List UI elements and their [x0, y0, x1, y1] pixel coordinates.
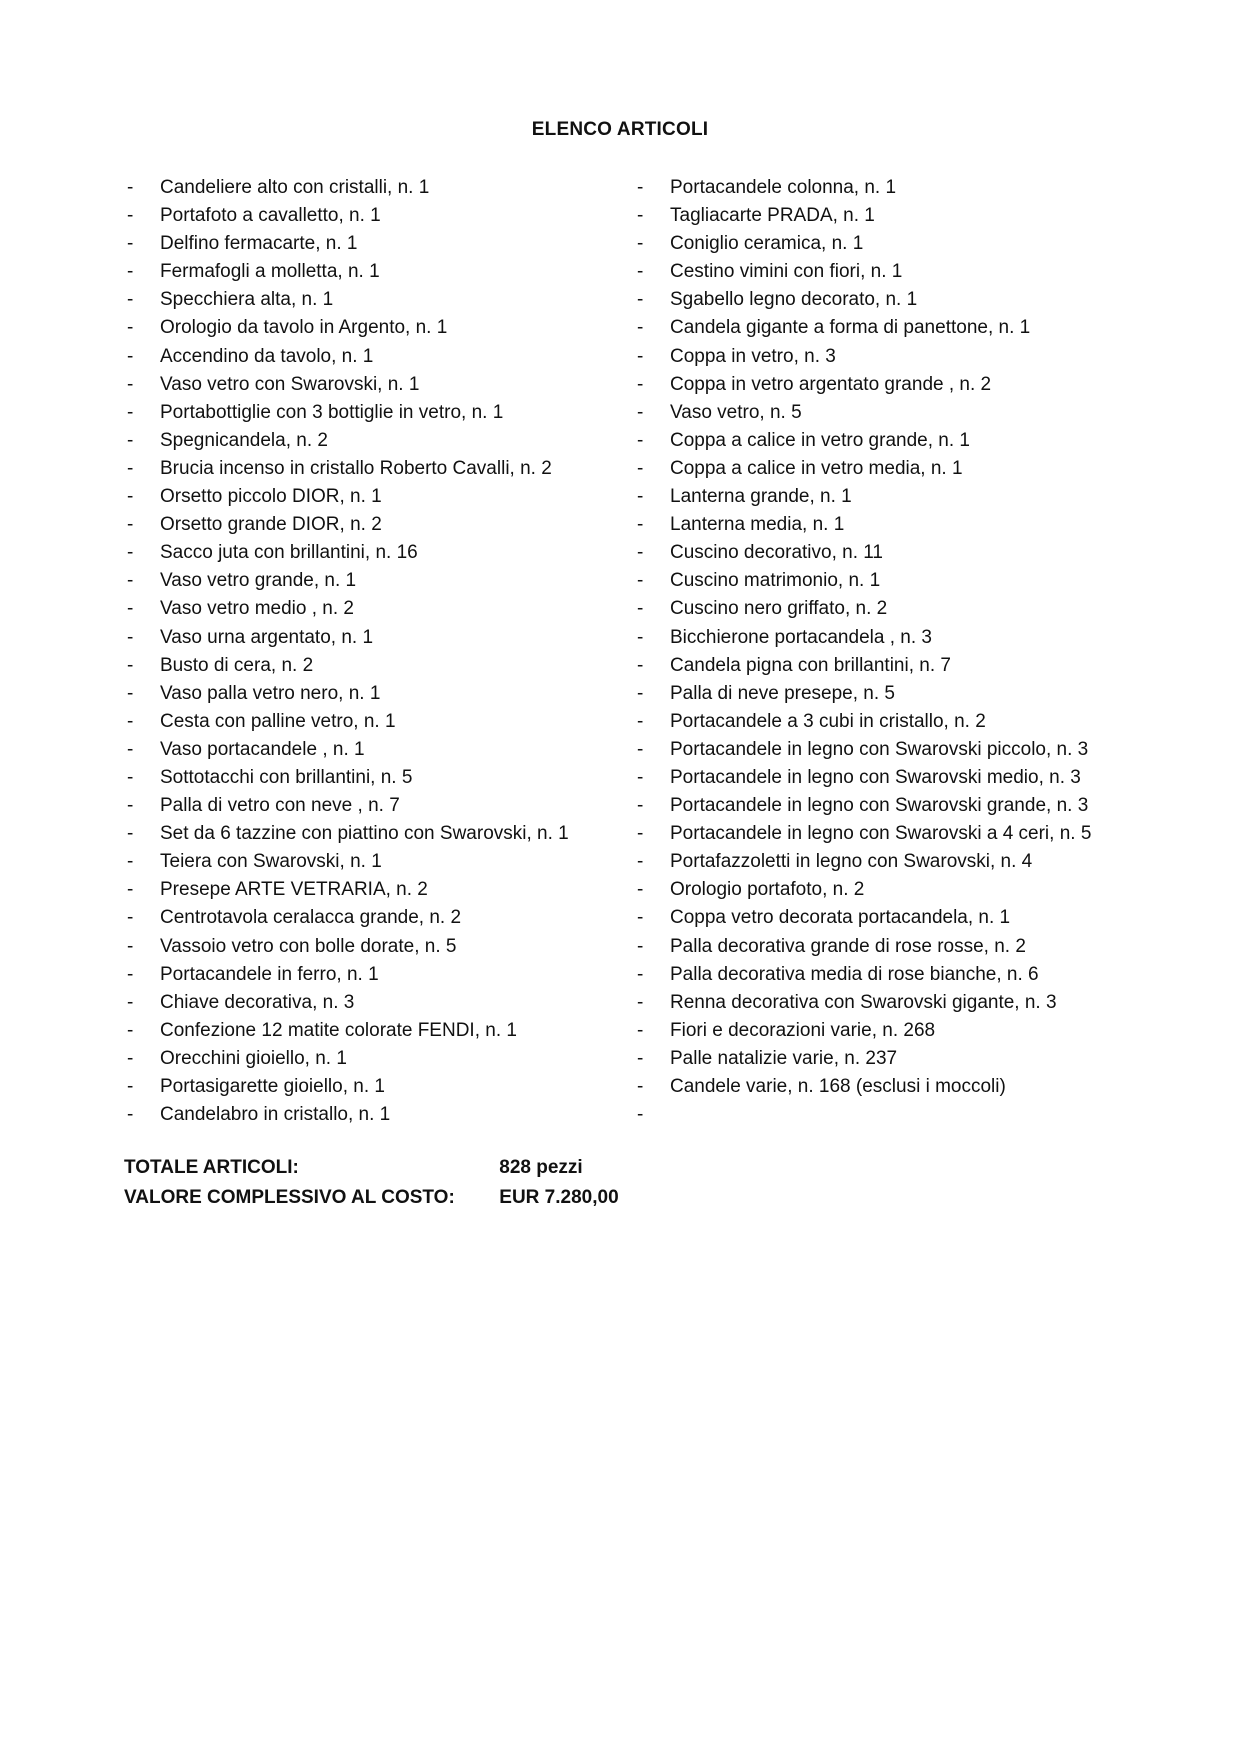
total-value-label: VALORE COMPLESSIVO AL COSTO:: [124, 1187, 455, 1208]
list-item-label: Vaso vetro, n. 5: [670, 401, 802, 423]
list-item: [637, 371, 1227, 399]
list-bullet: -: [127, 710, 134, 732]
list-item-label: Orsetto grande DIOR, n. 2: [160, 514, 382, 536]
list-item-label: Palla decorativa media di rose bianche, n. 6: [670, 963, 1039, 985]
list-item-label: Coppa in vetro argentato grande , n. 2: [670, 373, 992, 395]
list-item: [637, 708, 1227, 736]
list-bullet: -: [127, 261, 134, 283]
list-item-label: Brucia incenso in cristallo Roberto Cavalli, n. 2: [160, 457, 552, 479]
list-item: [127, 286, 627, 314]
list-item: [637, 314, 1227, 342]
total-value-row: [124, 1183, 619, 1213]
list-item: [127, 1073, 627, 1101]
list-bullet: -: [637, 935, 644, 957]
list-item-label: Sottotacchi con brillantini, n. 5: [160, 766, 413, 788]
list-bullet: -: [637, 823, 644, 845]
list-item: [637, 1101, 1227, 1129]
list-bullet: -: [127, 457, 134, 479]
list-item: [127, 736, 627, 764]
list-item: [637, 343, 1227, 371]
list-item: [637, 427, 1227, 455]
list-item-label: Candeliere alto con cristalli, n. 1: [160, 177, 430, 198]
list-item-label: Portacandele in legno con Swarovski a 4 ceri, n. 5: [670, 823, 1092, 845]
list-item-label: Lanterna grande, n. 1: [670, 486, 852, 508]
list-item-label: Renna decorativa con Swarovski gigante, n. 3: [670, 991, 1057, 1013]
list-item-label: Candele varie, n. 168 (esclusi i moccoli): [670, 1076, 1006, 1097]
list-bullet: -: [637, 1047, 644, 1069]
list-item: [127, 174, 627, 202]
list-item: [637, 174, 1227, 202]
list-item-label: Cuscino matrimonio, n. 1: [670, 570, 881, 592]
list-item: [637, 455, 1227, 483]
list-bullet: -: [637, 570, 644, 592]
list-item: [637, 595, 1227, 623]
list-item-label: Portacandele in ferro, n. 1: [160, 963, 379, 985]
list-item: [127, 511, 627, 539]
list-bullet: -: [127, 795, 134, 817]
list-item-label: Portacandele in legno con Swarovski grande, n. 3: [670, 795, 1089, 817]
list-item-label: Delfino fermacarte, n. 1: [160, 233, 358, 255]
list-bullet: -: [127, 991, 134, 1013]
list-bullet: -: [127, 542, 134, 564]
list-item-label: Bicchierone portacandela , n. 3: [670, 626, 932, 648]
list-bullet: -: [637, 963, 644, 985]
list-item-label: Coppa in vetro, n. 3: [670, 345, 836, 367]
list-item-label: Vaso vetro medio , n. 2: [160, 598, 354, 620]
list-bullet: -: [127, 823, 134, 845]
list-item: [637, 792, 1227, 820]
list-item-label: Spegnicandela, n. 2: [160, 429, 328, 451]
list-bullet: -: [637, 514, 644, 536]
list-item-label: Lanterna media, n. 1: [670, 514, 845, 536]
list-bullet: -: [127, 598, 134, 620]
list-item-label: Portafazzoletti in legno con Swarovski, n. 4: [670, 851, 1033, 873]
list-item: [127, 343, 627, 371]
list-bullet: -: [127, 373, 134, 395]
list-item-label: Coppa vetro decorata portacandela, n. 1: [670, 907, 1011, 929]
list-item: [637, 904, 1227, 932]
list-item-label: Teiera con Swarovski, n. 1: [160, 851, 382, 873]
list-bullet: -: [127, 1104, 134, 1126]
list-bullet: -: [637, 233, 644, 255]
list-item-label: Cesta con palline vetro, n. 1: [160, 710, 396, 732]
page-title: ELENCO ARTICOLI: [531, 119, 709, 140]
list-item-label: Vaso vetro con Swarovski, n. 1: [160, 373, 420, 395]
list-item-label: Cuscino decorativo, n. 11: [670, 542, 883, 564]
list-item: [637, 624, 1227, 652]
list-bullet: -: [637, 795, 644, 817]
list-bullet: -: [637, 1104, 644, 1126]
list-bullet: -: [127, 879, 134, 901]
list-item-label: Sgabello legno decorato, n. 1: [670, 289, 918, 311]
list-item-label: Portacandele a 3 cubi in cristallo, n. 2: [670, 710, 986, 732]
list-bullet: -: [637, 177, 644, 198]
list-item-label: Vaso portacandele , n. 1: [160, 738, 365, 760]
list-item: [637, 1017, 1227, 1045]
list-bullet: -: [127, 963, 134, 985]
list-bullet: -: [127, 429, 134, 451]
list-bullet: -: [127, 626, 134, 648]
list-bullet: -: [637, 991, 644, 1013]
list-item: [637, 483, 1227, 511]
list-item: [127, 820, 627, 848]
list-item: [637, 202, 1227, 230]
list-item: [127, 876, 627, 904]
list-item-label: Portacandele in legno con Swarovski medio, n. 3: [670, 766, 1081, 788]
list-item-label: Specchiera alta, n. 1: [160, 289, 334, 311]
list-item-label: Sacco juta con brillantini, n. 16: [160, 542, 418, 564]
list-item: [127, 933, 627, 961]
list-item-label: Fermafogli a molletta, n. 1: [160, 261, 380, 283]
list-bullet: -: [637, 486, 644, 508]
list-bullet: -: [637, 289, 644, 311]
list-item: [127, 680, 627, 708]
list-item: [637, 567, 1227, 595]
list-item: [637, 652, 1227, 680]
list-item-label: Orologio portafoto, n. 2: [670, 879, 865, 901]
list-item-label: Portacandele colonna, n. 1: [670, 177, 897, 198]
list-bullet: -: [127, 682, 134, 704]
list-item: [637, 399, 1227, 427]
list-item: [127, 1017, 627, 1045]
list-bullet: -: [127, 907, 134, 929]
list-item: [127, 764, 627, 792]
list-item: [637, 258, 1227, 286]
list-item-label: Orecchini gioiello, n. 1: [160, 1047, 347, 1069]
list-bullet: -: [637, 1019, 644, 1041]
list-bullet: -: [127, 401, 134, 423]
list-item-label: Orologio da tavolo in Argento, n. 1: [160, 317, 448, 339]
list-bullet: -: [127, 345, 134, 367]
list-item-label: Candela pigna con brillantini, n. 7: [670, 654, 951, 676]
list-bullet: -: [127, 177, 134, 198]
list-item: [127, 652, 627, 680]
list-item-label: Portabottiglie con 3 bottiglie in vetro, n. 1: [160, 401, 504, 423]
list-bullet: -: [637, 766, 644, 788]
totals-block: [124, 1153, 619, 1213]
list-item-label: Palla decorativa grande di rose rosse, n. 2: [670, 935, 1026, 957]
list-bullet: -: [637, 205, 644, 227]
list-bullet: -: [637, 373, 644, 395]
list-bullet: -: [127, 1076, 134, 1097]
list-item: [127, 961, 627, 989]
list-item-label: Palla di neve presepe, n. 5: [670, 682, 895, 704]
list-bullet: -: [127, 233, 134, 255]
list-item-label: Set da 6 tazzine con piattino con Swarovski, n. 1: [160, 823, 569, 845]
list-item: [127, 708, 627, 736]
total-articles-value: 828 pezzi: [499, 1157, 583, 1178]
list-item-label: Vaso urna argentato, n. 1: [160, 626, 374, 648]
list-bullet: -: [637, 317, 644, 339]
list-item: [637, 961, 1227, 989]
list-item: [637, 511, 1227, 539]
list-item-label: Centrotavola ceralacca grande, n. 2: [160, 907, 462, 929]
list-item-label: Vaso palla vetro nero, n. 1: [160, 682, 381, 704]
list-bullet: -: [127, 317, 134, 339]
list-bullet: -: [127, 851, 134, 873]
list-bullet: -: [637, 879, 644, 901]
list-item-label: Coniglio ceramica, n. 1: [670, 233, 864, 255]
total-articles-row: [124, 1153, 619, 1183]
total-value-amount: EUR 7.280,00: [499, 1187, 619, 1208]
list-item: [637, 680, 1227, 708]
list-item-label: Cestino vimini con fiori, n. 1: [670, 261, 903, 283]
list-item: [637, 989, 1227, 1017]
list-bullet: -: [637, 345, 644, 367]
list-item-label: Portafoto a cavalletto, n. 1: [160, 205, 381, 227]
list-item: [127, 989, 627, 1017]
list-bullet: -: [637, 654, 644, 676]
list-item: [127, 848, 627, 876]
list-bullet: -: [127, 1019, 134, 1041]
list-item: [127, 371, 627, 399]
list-item-label: Presepe ARTE VETRARIA, n. 2: [160, 879, 428, 901]
list-bullet: -: [637, 598, 644, 620]
list-bullet: -: [637, 682, 644, 704]
list-item: [127, 1101, 627, 1129]
list-item-label: Portacandele in legno con Swarovski piccolo, n. 3: [670, 738, 1089, 760]
list-item-label: Palla di vetro con neve , n. 7: [160, 795, 400, 817]
list-item-label: Fiori e decorazioni varie, n. 268: [670, 1019, 936, 1041]
list-item: [127, 904, 627, 932]
list-bullet: -: [127, 766, 134, 788]
list-bullet: -: [637, 626, 644, 648]
list-item: [637, 1073, 1227, 1101]
list-item: [637, 820, 1227, 848]
list-item: [127, 792, 627, 820]
list-bullet: -: [637, 710, 644, 732]
list-bullet: -: [127, 289, 134, 311]
list-item: [127, 624, 627, 652]
list-item: [127, 230, 627, 258]
list-item: [637, 286, 1227, 314]
list-item: [127, 1045, 627, 1073]
list-item-label: Vaso vetro grande, n. 1: [160, 570, 357, 592]
list-item: [637, 1045, 1227, 1073]
list-bullet: -: [637, 457, 644, 479]
list-bullet: -: [637, 738, 644, 760]
list-bullet: -: [637, 1076, 644, 1097]
list-item-label: Coppa a calice in vetro media, n. 1: [670, 457, 963, 479]
list-bullet: -: [637, 542, 644, 564]
list-bullet: -: [127, 935, 134, 957]
list-bullet: -: [127, 205, 134, 227]
list-item: [637, 764, 1227, 792]
list-bullet: -: [637, 261, 644, 283]
list-item: [127, 202, 627, 230]
list-item: [127, 595, 627, 623]
list-bullet: -: [637, 907, 644, 929]
total-articles-label: TOTALE ARTICOLI:: [124, 1157, 299, 1178]
list-item: [637, 736, 1227, 764]
list-bullet: -: [127, 1047, 134, 1069]
list-item: [637, 876, 1227, 904]
list-item-label: Busto di cera, n. 2: [160, 654, 314, 676]
list-item: [127, 483, 627, 511]
list-bullet: -: [637, 851, 644, 873]
list-bullet: -: [127, 570, 134, 592]
list-item-label: Accendino da tavolo, n. 1: [160, 345, 374, 367]
list-item-label: Vassoio vetro con bolle dorate, n. 5: [160, 935, 457, 957]
list-item: [127, 399, 627, 427]
list-item: [127, 455, 627, 483]
list-item-label: Portasigarette gioiello, n. 1: [160, 1076, 385, 1097]
list-item: [637, 230, 1227, 258]
list-item-label: Chiave decorativa, n. 3: [160, 991, 355, 1013]
list-item: [127, 539, 627, 567]
list-item: [637, 848, 1227, 876]
list-item: [637, 539, 1227, 567]
list-item: [127, 567, 627, 595]
list-item-label: Orsetto piccolo DIOR, n. 1: [160, 486, 382, 508]
list-item: [127, 314, 627, 342]
items-list-left: [127, 174, 627, 1129]
list-bullet: -: [637, 401, 644, 423]
list-item-label: Candela gigante a forma di panettone, n. 1: [670, 317, 1031, 339]
list-item-label: Candelabro in cristallo, n. 1: [160, 1104, 391, 1126]
list-item-label: Confezione 12 matite colorate FENDI, n. 1: [160, 1019, 517, 1041]
list-item: [637, 933, 1227, 961]
list-item-label: Palle natalizie varie, n. 237: [670, 1047, 898, 1069]
items-list-right: [637, 174, 1227, 1129]
list-item-label: Cuscino nero griffato, n. 2: [670, 598, 888, 620]
list-bullet: -: [127, 486, 134, 508]
list-item-label: Coppa a calice in vetro grande, n. 1: [670, 429, 970, 451]
list-bullet: -: [637, 429, 644, 451]
list-item: [127, 427, 627, 455]
list-bullet: -: [127, 738, 134, 760]
list-bullet: -: [127, 654, 134, 676]
list-item-label: Tagliacarte PRADA, n. 1: [670, 205, 875, 227]
list-item: [127, 258, 627, 286]
list-bullet: -: [127, 514, 134, 536]
